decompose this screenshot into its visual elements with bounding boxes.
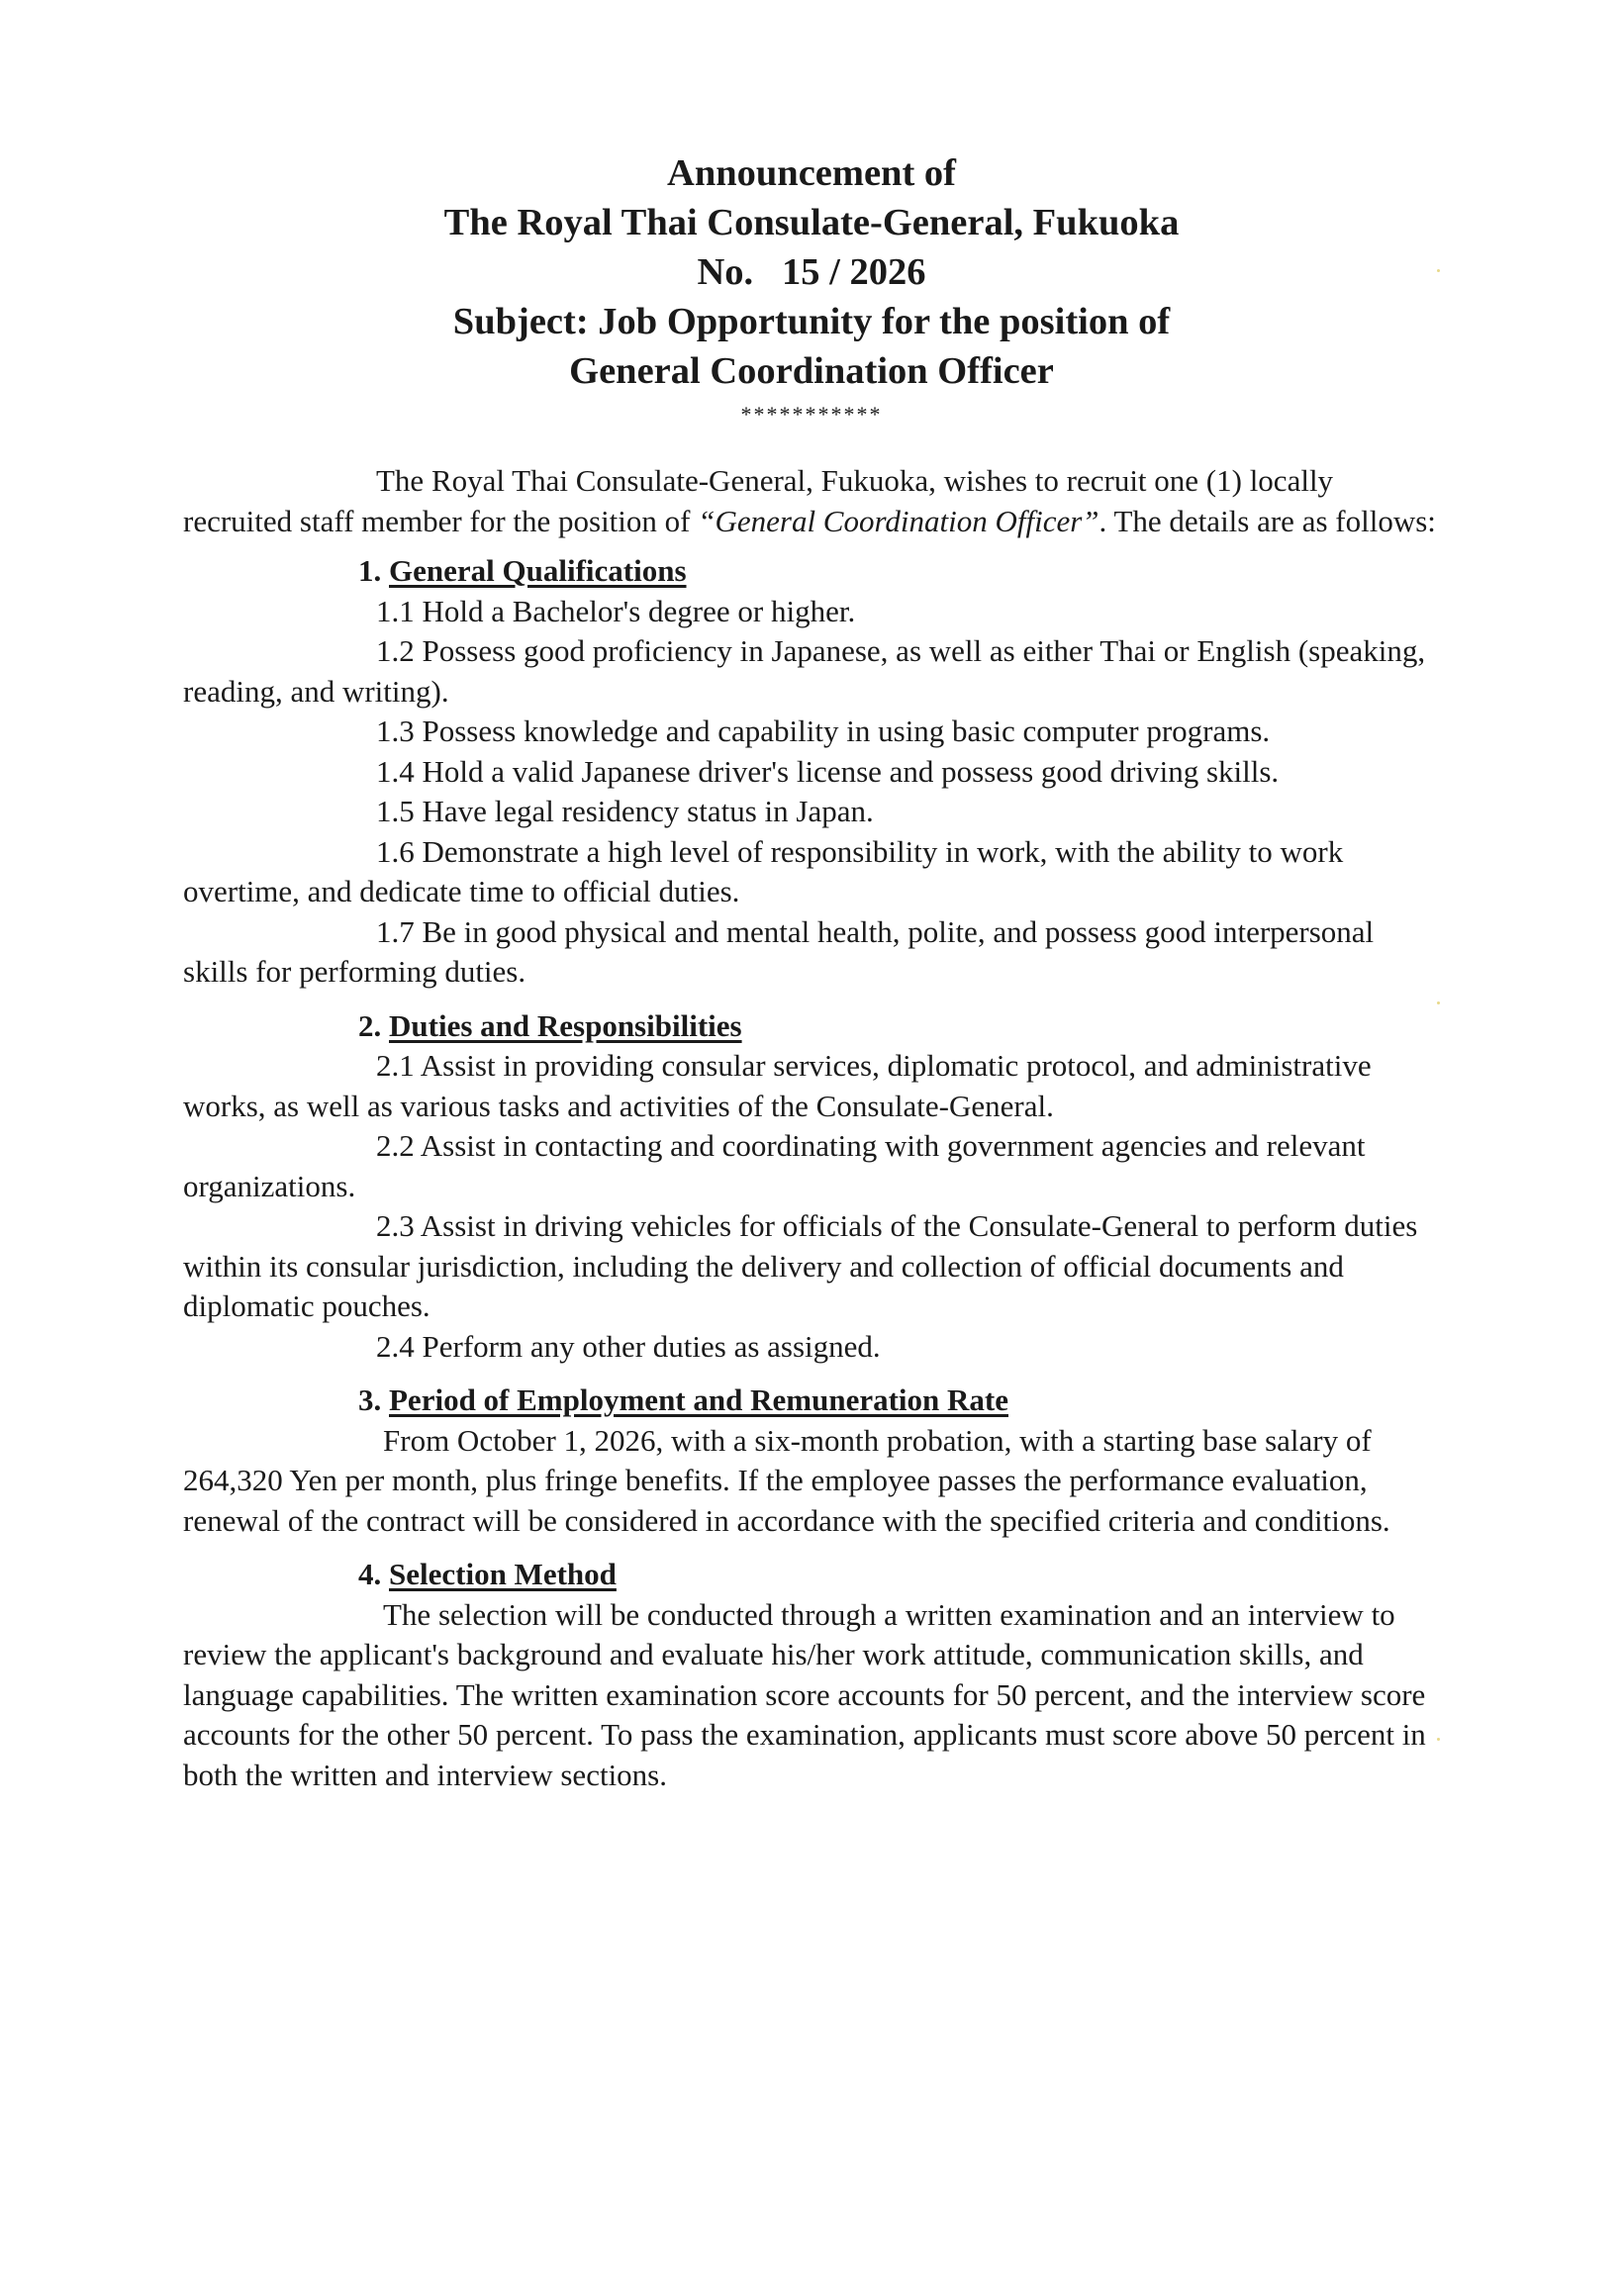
- scan-speck: [1437, 1001, 1440, 1004]
- list-item: 2.1 Assist in providing consular services, diplomatic protocol, and administrative works, as well as various tasks and activities of the Consulate-General.: [183, 1048, 1372, 1123]
- section-title-text: General Qualifications: [389, 553, 687, 588]
- list-item: 1.6 Demonstrate a high level of responsibility in work, with the ability to work overtime, and dedicate time to official duties.: [183, 833, 1344, 908]
- list-item: 1.7 Be in good physical and mental health, polite, and possess good interpersonal skills for performing duties.: [183, 913, 1375, 989]
- list-item: 1.2 Possess good proficiency in Japanese, as well as either Thai or English (speaking, reading, and writing).: [183, 633, 1426, 709]
- list-item: 2.3 Assist in driving vehicles for officials of the Consulate-General to perform duties within its consular jurisdiction, including the delivery and collection of official documents and diplomatic pouches.: [183, 1208, 1418, 1323]
- section-number: 4.: [358, 1557, 382, 1591]
- employment-paragraph: From October 1, 2026, with a six-month probation, with a starting base salary of 264,320 Yen per month, plus fringe benefits. If the employee passes the performance evaluation, renewal of the contract will be considered in accordance with the specified criteria and conditions.: [183, 1422, 1390, 1538]
- header-separator: ***********: [740, 402, 883, 427]
- list-item: 1.5 Have legal residency status in Japan.: [376, 794, 874, 828]
- announcement-header: [183, 148, 1440, 396]
- list-item: 1.1 Hold a Bachelor's degree or higher.: [376, 593, 856, 628]
- list-item: 1.4 Hold a valid Japanese driver's license and possess good driving skills.: [376, 753, 1280, 789]
- header-line-announcement: Announcement of: [667, 152, 956, 194]
- list-item: 1.3 Possess knowledge and capability in using basic computer programs.: [376, 714, 1271, 748]
- intro-position-name: “General Coordination Officer”: [698, 503, 1099, 538]
- intro-paragraph: [183, 461, 1440, 541]
- section-title-duties: [358, 1006, 1440, 1047]
- header-line-consulate: The Royal Thai Consulate-General, Fukuoka: [443, 202, 1180, 243]
- scan-speck: [1437, 269, 1440, 272]
- header-line-position: General Coordination Officer: [569, 350, 1054, 392]
- section-title-selection: [358, 1555, 1440, 1595]
- section-number: 3.: [358, 1382, 382, 1417]
- section-number: 1.: [358, 553, 382, 588]
- header-line-subject: Subject: Job Opportunity for the position of: [452, 301, 1171, 342]
- intro-text-2: . The details are as follows:: [1099, 503, 1436, 538]
- section-title-text: Duties and Responsibilities: [389, 1007, 742, 1043]
- intro-text-1: The Royal Thai Consulate-General, Fukuoka, wishes to recruit one (1) locally recruited staff member for the position of: [183, 463, 1334, 538]
- section-number: 2.: [358, 1007, 382, 1043]
- header-line-number: No. 15 / 2026: [697, 251, 926, 293]
- scan-speck: [1437, 1738, 1440, 1741]
- list-item: 2.2 Assist in contacting and coordinating with government agencies and relevant organizations.: [183, 1128, 1366, 1203]
- selection-paragraph: The selection will be conducted through a written examination and an interview to review the applicant's background and evaluate his/her work attitude, communication skills, and language capabilities. The written examination score accounts for 50 percent, and the interview score accounts for the other 50 percent. To pass the examination, applicants must score above 50 percent in both the written and interview sections.: [183, 1596, 1426, 1792]
- section-title-qualifications: [358, 551, 1440, 592]
- list-item: 2.4 Perform any other duties as assigned.: [376, 1328, 881, 1364]
- section-title-employment: [358, 1381, 1440, 1421]
- document-page: [183, 148, 1440, 1795]
- section-title-text: Period of Employment and Remuneration Rate: [389, 1382, 1008, 1417]
- section-title-text: Selection Method: [389, 1557, 617, 1591]
